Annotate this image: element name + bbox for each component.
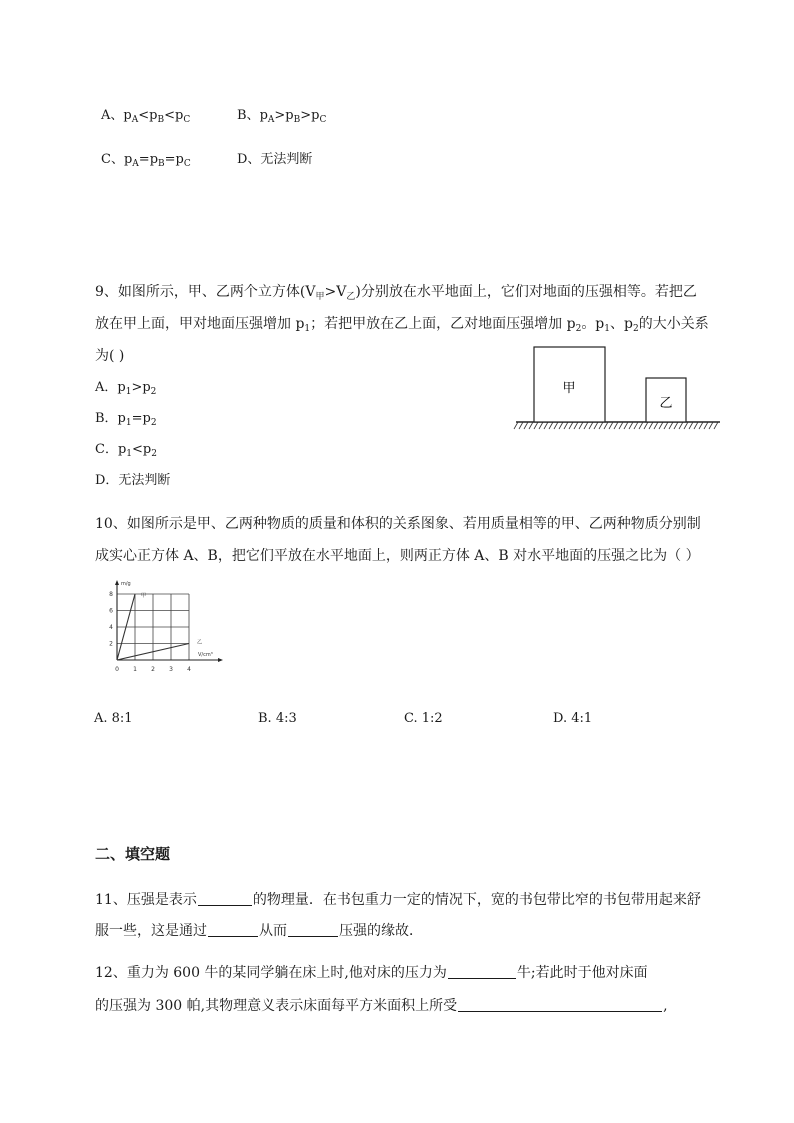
hatch-mark xyxy=(544,422,548,429)
hatch-mark xyxy=(674,422,678,429)
x-tick-label: 4 xyxy=(187,666,191,673)
hatch-mark xyxy=(569,422,573,429)
hatch-mark xyxy=(629,422,633,429)
x-tick-label: 2 xyxy=(151,666,155,673)
q9-stem-line1: 9、如图所示，甲、乙两个立方体$(V_甲>V_乙)$分别放在水平地面上，它们对地面的压强相等。若把乙 xyxy=(95,284,697,302)
q9-stem-line2: 放在甲上面，甲对地面压强增加 $p_1$；若把甲放在乙上面，乙对地面压强增加 $p_2$。$p_1$、$p_2$的大小关系 xyxy=(95,316,709,334)
hatch-mark xyxy=(599,422,603,429)
q10-stem-line1: 10、如图所示是甲、乙两种物质的质量和体积的关系图象、若用质量相等的甲、乙两种物质分别制 xyxy=(95,516,701,532)
hatch-mark xyxy=(634,422,638,429)
q11-blank-1[interactable] xyxy=(198,892,252,906)
hatch-mark xyxy=(554,422,558,429)
hatch-mark xyxy=(684,422,688,429)
q12-line2: 的压强为 300 帕,其物理意义表示床面每平方米面积上所受 , xyxy=(95,998,668,1014)
hatch-mark xyxy=(609,422,613,429)
q9-option-b: B．$p_1=p_2$ xyxy=(95,411,157,428)
hatch-mark xyxy=(529,422,533,429)
hatch-mark xyxy=(524,422,528,429)
hatch-mark xyxy=(689,422,693,429)
hatch-mark xyxy=(714,422,718,429)
q9-figure xyxy=(512,340,724,436)
hatch-mark xyxy=(664,422,668,429)
series-label: 乙 xyxy=(197,639,203,646)
q10-option-b: B. 4:3 xyxy=(258,711,297,726)
x-tick-label: 0 xyxy=(115,666,119,673)
y-tick-label: 2 xyxy=(109,640,113,648)
q9-option-a: A．$p_1>p_2$ xyxy=(95,380,157,397)
hatch-mark xyxy=(604,422,608,429)
hatch-mark xyxy=(589,422,593,429)
q10-option-a: A. 8:1 xyxy=(94,711,133,726)
hatch-mark xyxy=(679,422,683,429)
hatch-mark xyxy=(619,422,623,429)
hatch-mark xyxy=(594,422,598,429)
hatch-mark xyxy=(709,422,713,429)
q10-option-c: C. 1:2 xyxy=(404,711,443,726)
hatch-mark xyxy=(669,422,673,429)
chart-axes xyxy=(115,580,223,662)
chart-xlabel: V/cm³ xyxy=(198,652,213,658)
x-tick-label: 1 xyxy=(133,666,137,673)
hatch-mark xyxy=(549,422,553,429)
hatch-mark xyxy=(704,422,708,429)
q8-option-b: B、$p_A>p_B>p_C$ xyxy=(237,108,327,125)
hatch-mark xyxy=(659,422,663,429)
hatch-mark xyxy=(559,422,563,429)
y-axis-arrow xyxy=(115,580,119,585)
q12-line1: 12、重力为 600 牛的某同学躺在床上时,他对床的压力为 牛;若此时于他对床面 xyxy=(95,965,648,981)
x-tick-label: 3 xyxy=(169,666,173,673)
q10-mass-volume-chart xyxy=(98,575,233,687)
y-tick-label: 4 xyxy=(109,624,113,631)
chart-grid xyxy=(117,594,189,660)
q11-line2: 服一些，这是通过 从而 压强的缘故． xyxy=(95,923,423,939)
q9-stem-line3: 为( ) xyxy=(95,348,125,364)
hatch-mark xyxy=(624,422,628,429)
chart-ylabel: m/g xyxy=(121,581,131,587)
hatch-mark xyxy=(514,422,518,429)
ground-line xyxy=(514,422,720,429)
q8-option-c: C、$p_A=p_B=p_C$ xyxy=(101,152,191,169)
hatch-mark xyxy=(639,422,643,429)
q9-option-d: D．无法判断 xyxy=(95,473,171,488)
hatch-mark xyxy=(699,422,703,429)
hatch-mark xyxy=(584,422,588,429)
hatch-mark xyxy=(564,422,568,429)
hatch-mark xyxy=(534,422,538,429)
cube-yi-label: 乙 xyxy=(659,396,673,411)
q11-blank-2[interactable] xyxy=(208,923,258,937)
hatch-mark xyxy=(654,422,658,429)
hatch-mark xyxy=(614,422,618,429)
y-tick-label: 8 xyxy=(109,591,113,598)
section-heading: 二、填空题 xyxy=(95,845,171,863)
q10-option-d: D. 4:1 xyxy=(553,711,593,726)
q10-stem-line2: 成实心正方体 A、B，把它们平放在水平地面上，则两正方体 A、B 对水平地面的压强之比为（ ） xyxy=(95,548,700,564)
hatch-mark xyxy=(644,422,648,429)
q12-blank-1[interactable] xyxy=(448,965,516,979)
hatch-mark xyxy=(649,422,653,429)
q9-option-c: C．$p_1<p_2$ xyxy=(95,442,157,459)
q11-blank-3[interactable] xyxy=(288,923,338,937)
q11-line1: 11、压强是表示 的物理量．在书包重力一定的情况下，宽的书包带比窄的书包带用起来舒 xyxy=(95,892,701,908)
chart-ticks xyxy=(109,591,191,673)
hatch-mark xyxy=(539,422,543,429)
q12-blank-2[interactable] xyxy=(458,998,662,1012)
hatch-mark xyxy=(574,422,578,429)
q8-option-d: D、无法判断 xyxy=(237,152,313,167)
series-label: 甲 xyxy=(141,593,147,599)
cube-jia-label: 甲 xyxy=(562,381,576,396)
x-axis-arrow xyxy=(218,658,223,662)
hatch-mark xyxy=(579,422,583,429)
q8-option-a: A、$p_A<p_B<p_C$ xyxy=(101,108,191,125)
hatch-mark xyxy=(519,422,523,429)
y-tick-label: 6 xyxy=(109,607,113,615)
hatch-mark xyxy=(694,422,698,429)
